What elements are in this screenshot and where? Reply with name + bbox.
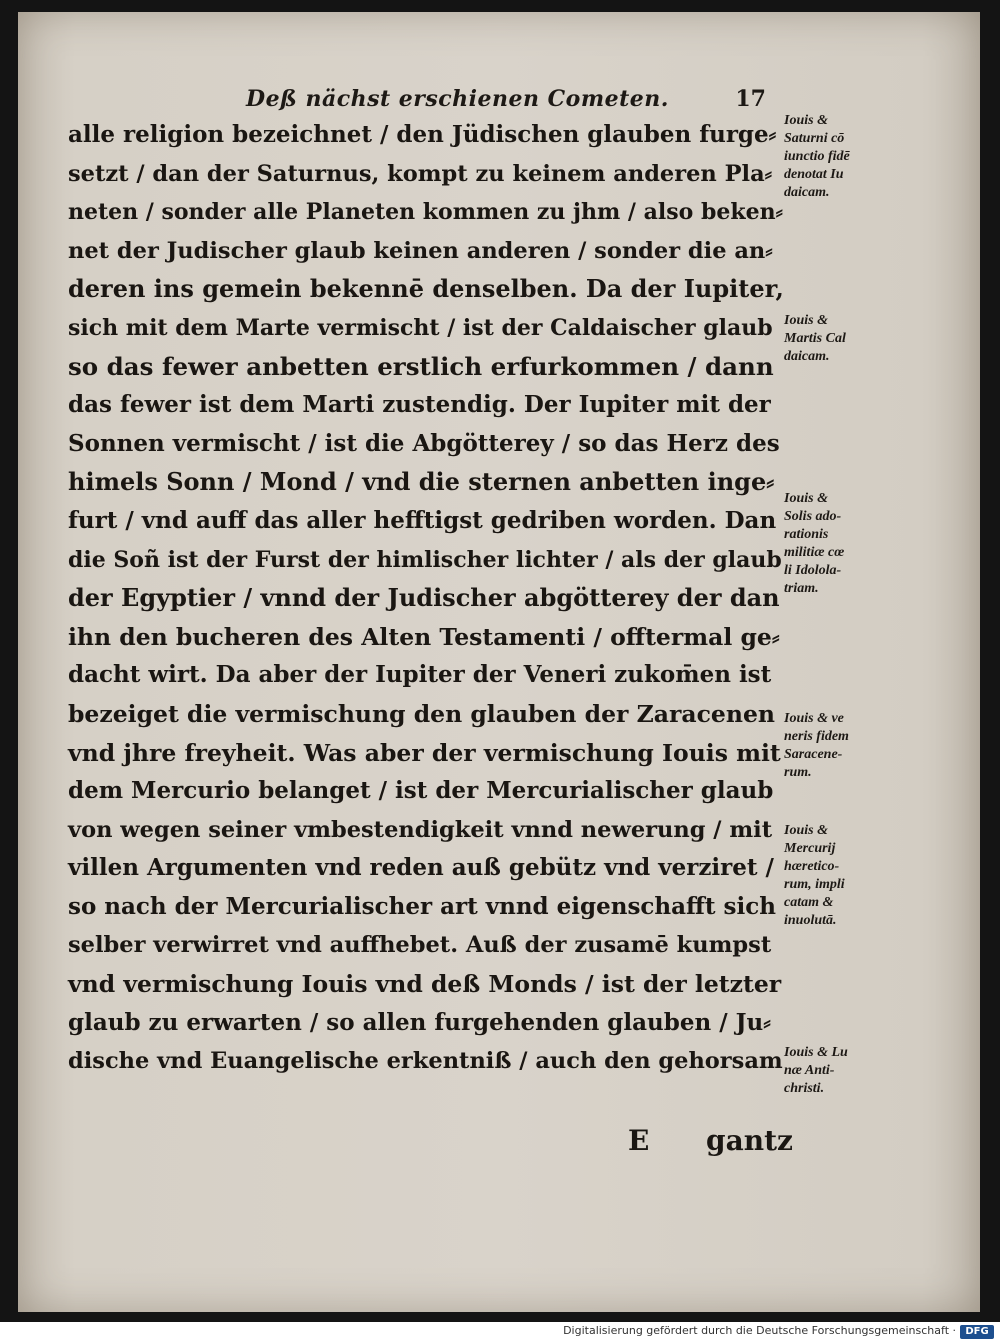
- margin-note-line: triam.: [784, 581, 819, 596]
- margin-note-line: Saturni cō: [784, 131, 845, 146]
- text-line: von wegen seiner vmbestendigkeit vnnd newerung / mit: [68, 816, 773, 843]
- text-line: so nach der Mercurialischer art vnnd eigenschafft sich: [68, 892, 776, 920]
- text-line: dacht wirt. Da aber der Iupiter der Veneri zukom̄en ist: [68, 661, 772, 689]
- text-line: villen Argumenten vnd reden auß gebütz vnd verziret /: [68, 854, 774, 882]
- running-header: [246, 82, 766, 118]
- text-line: furt / vnd auff das aller hefftigst gedriben worden. Dan: [68, 506, 777, 534]
- text-line: der Egyptier / vnnd der Judischer abgötterey der dan: [68, 583, 780, 613]
- text-line: neten / sonder alle Planeten kommen zu jhm / also beken⸗: [68, 199, 783, 226]
- margin-note-line: catam &: [784, 895, 834, 910]
- footer-credit: Digitalisierung gefördert durch die Deutsche Forschungsgemeinschaft ·: [563, 1324, 956, 1337]
- text-line: so das fewer anbetten erstlich erfurkommen / dann: [68, 351, 774, 381]
- margin-note-line: Martis Cal: [784, 331, 846, 346]
- margin-note: [784, 312, 894, 366]
- text-line: himels Sonn / Mond / vnd die sternen anbetten inge⸗: [68, 467, 775, 497]
- margin-note-line: Saracene-: [784, 747, 843, 762]
- text-line: sich mit dem Marte vermischt / ist der Caldaischer glaub: [68, 314, 773, 341]
- text-line: setzt / dan der Saturnus, kompt zu keinem anderen Pla⸗: [68, 160, 773, 187]
- catchword: [628, 1124, 793, 1164]
- text-line: glaub zu erwarten / so allen furgehenden glauben / Ju⸗: [68, 1008, 771, 1036]
- margin-note: [784, 1044, 894, 1098]
- margin-note-line: Iouis &: [784, 491, 828, 506]
- text-line: vnd jhre freyheit. Was aber der vermischung Iouis mit: [68, 738, 781, 767]
- text-line: bezeiget die vermischung den glauben der Zaracenen: [68, 699, 775, 728]
- margin-note: [784, 112, 894, 202]
- margin-note-line: daicam.: [784, 185, 830, 200]
- margin-note-line: rationis: [784, 527, 829, 542]
- text-line: deren ins gemein bekennē denselben. Da der Iupiter,: [68, 274, 784, 304]
- text-line: dische vnd Euangelische erkentniß / auch den gehorsam: [68, 1048, 783, 1075]
- text-line: ihn den bucheren des Alten Testamenti / offtermal ge⸗: [68, 622, 780, 651]
- margin-note: [784, 490, 894, 598]
- margin-note-line: denotat Iu: [784, 167, 844, 182]
- margin-note-line: rum, impli: [784, 877, 845, 892]
- text-line: selber verwirret vnd auffhebet. Auß der zusamē kumpst: [68, 932, 772, 959]
- margin-note-line: rum.: [784, 765, 812, 780]
- text-line: die Soñ ist der Furst der himlischer lichter / als der glaub: [68, 546, 782, 573]
- dfg-logo: DFG: [960, 1325, 994, 1339]
- text-line: alle religion bezeichnet / den Jüdischen glauben furge⸗: [68, 121, 777, 148]
- margin-note-line: Mercurij: [784, 841, 836, 856]
- margin-note: [784, 710, 894, 782]
- page-number: 17: [735, 86, 766, 112]
- margin-note-line: daicam.: [784, 349, 830, 364]
- text-line: net der Judischer glaub keinen anderen / sonder die an⸗: [68, 237, 773, 264]
- margin-note-line: christi.: [784, 1081, 825, 1096]
- margin-note-line: Iouis &: [784, 113, 828, 128]
- signature-mark: E: [628, 1124, 650, 1157]
- catchword-text: gantz: [706, 1124, 793, 1157]
- footer-bar: [0, 1322, 1000, 1342]
- margin-note-line: iunctio fidē: [784, 149, 850, 164]
- margin-note-line: hæretico-: [784, 859, 840, 874]
- margin-note-line: inuolutā.: [784, 913, 837, 928]
- margin-note-line: militiæ cœ: [784, 545, 845, 560]
- text-line: dem Mercurio belanget / ist der Mercurialischer glaub: [68, 777, 774, 805]
- margin-note-line: Solis ado-: [784, 509, 842, 524]
- margin-note-line: Iouis & Lu: [784, 1045, 848, 1060]
- margin-note-line: Iouis & ve: [784, 711, 844, 726]
- running-title: Deß nächst erschienen Cometen.: [246, 86, 669, 112]
- body-text: [68, 116, 784, 1081]
- margin-note-line: Iouis &: [784, 313, 828, 328]
- margin-note-line: neris fidem: [784, 729, 849, 744]
- text-line: vnd vermischung Iouis vnd deß Monds / ist der letzter: [68, 970, 782, 999]
- margin-note-line: næ Anti-: [784, 1063, 835, 1078]
- scanned-page: [18, 12, 980, 1312]
- margin-note: [784, 822, 894, 930]
- text-line: das fewer ist dem Marti zustendig. Der Iupiter mit der: [68, 391, 771, 419]
- margin-note-line: Iouis &: [784, 823, 828, 838]
- text-line: Sonnen vermischt / ist die Abgötterey / so das Herz des: [68, 429, 780, 457]
- margin-note-line: li Idolola-: [784, 563, 842, 578]
